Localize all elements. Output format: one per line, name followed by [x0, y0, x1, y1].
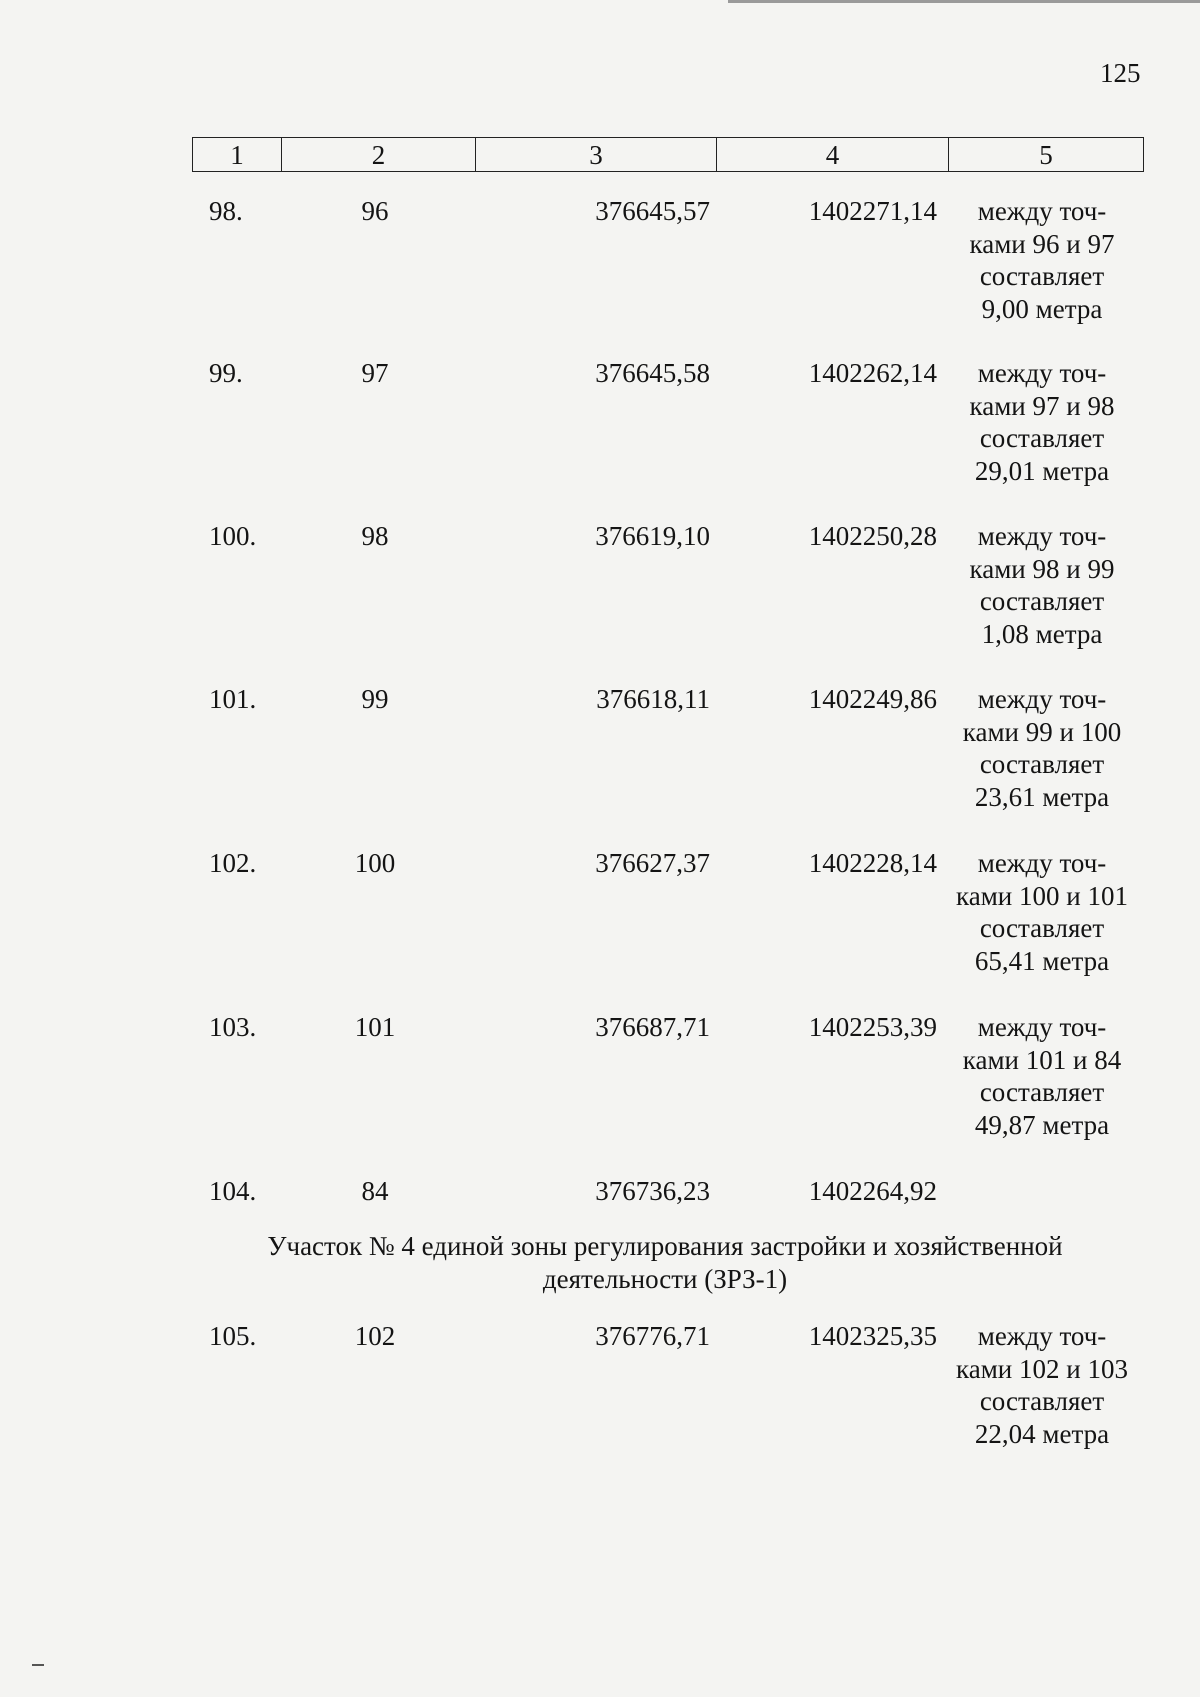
coordinate-y: 1402264,92 — [808, 1176, 937, 1206]
distance-note-line: ками 96 и 97 — [969, 228, 1115, 259]
scan-mark — [32, 1664, 44, 1666]
distance-note-line: ками 100 и 101 — [956, 880, 1128, 911]
coordinate-y: 1402249,86 — [808, 684, 937, 714]
point-number: 99 — [361, 684, 389, 714]
row-number: 102. — [209, 848, 257, 878]
column-header-table — [192, 137, 1144, 172]
column-header-1: 1 — [193, 138, 282, 172]
coordinate-y: 1402271,14 — [808, 196, 937, 226]
column-header-4: 4 — [717, 138, 949, 172]
distance-note-line: 22,04 метра — [974, 1418, 1110, 1449]
distance-note-line: ками 102 и 103 — [956, 1353, 1128, 1384]
row-number: 103. — [209, 1012, 257, 1042]
distance-note-line: ками 101 и 84 — [962, 1044, 1122, 1075]
column-header-2: 2 — [282, 138, 476, 172]
distance-note-line: между точ- — [977, 521, 1107, 551]
coordinate-x: 376618,11 — [596, 684, 710, 714]
point-number: 96 — [361, 196, 389, 226]
distance-note — [947, 195, 1137, 325]
distance-note — [947, 357, 1137, 487]
distance-note — [947, 1011, 1137, 1141]
row-number: 101. — [209, 684, 257, 714]
distance-note-line: 9,00 метра — [981, 293, 1103, 324]
distance-note-line: ками 99 и 100 — [962, 716, 1122, 747]
distance-note-line: составляет — [979, 261, 1105, 291]
coordinate-y: 1402250,28 — [808, 521, 937, 551]
distance-note-line: между точ- — [977, 196, 1107, 226]
distance-note-line: между точ- — [977, 684, 1107, 714]
distance-note-line: составляет — [979, 1386, 1105, 1416]
distance-note-line: составляет — [979, 586, 1105, 616]
row-number: 104. — [209, 1176, 257, 1206]
distance-note — [947, 520, 1137, 650]
section-heading-line: деятельности (ЗРЗ-1) — [542, 1264, 788, 1294]
point-number: 100 — [354, 848, 396, 878]
row-number: 98. — [209, 196, 243, 226]
row-number: 100. — [209, 521, 257, 551]
distance-note — [947, 683, 1137, 813]
page-number: 125 — [1100, 58, 1141, 88]
column-header-5: 5 — [949, 138, 1144, 172]
coordinate-y: 1402262,14 — [808, 358, 937, 388]
distance-note-line: 23,61 метра — [974, 781, 1110, 812]
distance-note-line: между точ- — [977, 358, 1107, 388]
coordinate-y: 1402253,39 — [808, 1012, 937, 1042]
coordinate-x: 376736,23 — [595, 1176, 710, 1206]
coordinate-x: 376645,58 — [595, 358, 710, 388]
coordinate-y: 1402228,14 — [808, 848, 937, 878]
point-number: 97 — [361, 358, 389, 388]
coordinate-x: 376645,57 — [595, 196, 710, 226]
column-header-row — [193, 138, 1144, 172]
distance-note-line: между точ- — [977, 1012, 1107, 1042]
coordinate-x: 376776,71 — [595, 1321, 710, 1351]
distance-note-line: составляет — [979, 423, 1105, 453]
point-number: 84 — [361, 1176, 389, 1206]
distance-note-line: составляет — [979, 1077, 1105, 1107]
distance-note — [947, 847, 1137, 977]
distance-note-line: составляет — [979, 913, 1105, 943]
distance-note-line: 1,08 метра — [981, 618, 1103, 649]
point-number: 102 — [354, 1321, 396, 1351]
distance-note-line: 65,41 метра — [974, 945, 1110, 976]
row-number: 105. — [209, 1321, 257, 1351]
coordinate-x: 376619,10 — [595, 521, 710, 551]
scan-edge-line — [728, 0, 1200, 3]
coordinate-x: 376627,37 — [595, 848, 710, 878]
distance-note-line: 29,01 метра — [974, 455, 1110, 486]
distance-note-line: между точ- — [977, 1321, 1107, 1351]
distance-note-line: ками 98 и 99 — [969, 553, 1115, 584]
distance-note-line: составляет — [979, 749, 1105, 779]
column-header-3: 3 — [476, 138, 717, 172]
coordinate-y: 1402325,35 — [808, 1321, 937, 1351]
distance-note-line: 49,87 метра — [974, 1109, 1110, 1140]
section-heading-line: Участок № 4 единой зоны регулирования застройки и хозяйственной — [267, 1231, 1063, 1261]
point-number: 101 — [354, 1012, 396, 1042]
row-number: 99. — [209, 358, 243, 388]
coordinate-x: 376687,71 — [595, 1012, 710, 1042]
section-heading — [220, 1230, 1110, 1296]
distance-note-line: ками 97 и 98 — [969, 390, 1115, 421]
distance-note-line: между точ- — [977, 848, 1107, 878]
distance-note — [947, 1320, 1137, 1450]
point-number: 98 — [361, 521, 389, 551]
